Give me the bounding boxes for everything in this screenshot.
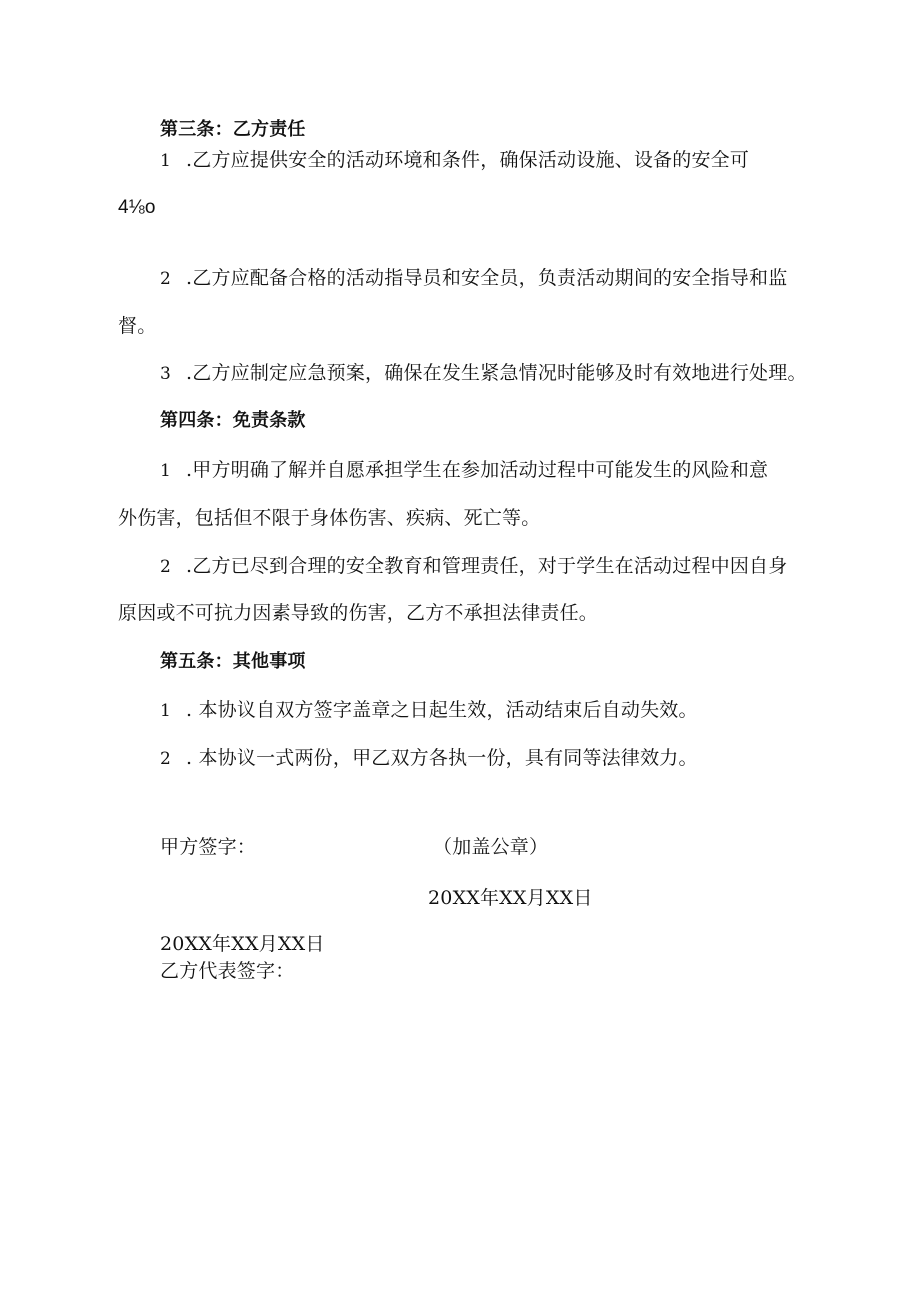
- section-5-item-2: [160, 746, 698, 771]
- item-number: 3: [160, 364, 172, 384]
- section-5-item-1: [160, 698, 698, 723]
- section-5-heading: 第五条：其他事项: [160, 651, 306, 672]
- item-number: 2: [160, 749, 172, 769]
- seal-label: （加盖公章）: [433, 836, 549, 858]
- section-3-item-2: [160, 266, 787, 291]
- item-text: .乙方应配备合格的活动指导员和安全员，负责活动期间的安全指导和监: [186, 267, 788, 289]
- section-3-item-3: [160, 361, 807, 386]
- item-text: .乙方应制定应急预案，确保在发生紧急情况时能够及时有效地进行处理。: [186, 362, 807, 384]
- item-text: .乙方已尽到合理的安全教育和管理责任，对于学生在活动过程中因自身: [186, 555, 788, 577]
- section-3-item-2-continuation: 督。: [118, 315, 157, 337]
- item-number: 2: [160, 557, 172, 577]
- item-text: .乙方应提供安全的活动环境和条件，确保活动设施、设备的安全可: [186, 149, 750, 171]
- party-a-date: 20XX年XX月XX日: [160, 933, 325, 955]
- item-number: 2: [160, 269, 172, 289]
- section-4-item-1: [160, 458, 768, 483]
- section-3-item-1: [160, 148, 749, 173]
- section-4-item-2: [160, 554, 787, 579]
- section-4-item-2-continuation: 原因或不可抗力因素导致的伤害，乙方不承担法律责任。: [118, 602, 599, 624]
- item-number: 1: [160, 701, 172, 721]
- section-3-heading: 第三条：乙方责任: [160, 119, 306, 140]
- item-text: .甲方明确了解并自愿承担学生在参加活动过程中可能发生的风险和意: [186, 459, 769, 481]
- section-4-item-1-continuation: 外伤害，包括但不限于身体伤害、疾病、死亡等。: [118, 507, 541, 529]
- item-text: . 本协议自双方签字盖章之日起生效，活动结束后自动失效。: [186, 699, 698, 721]
- party-b-signature-label: 乙方代表签字：: [160, 960, 295, 982]
- item-number: 1: [160, 461, 172, 481]
- seal-date: 20XX年XX月XX日: [428, 887, 593, 909]
- section-3-item-1-continuation: 4⅛o: [118, 197, 156, 218]
- section-4-heading: 第四条：免责条款: [160, 410, 306, 431]
- item-text: . 本协议一式两份，甲乙双方各执一份，具有同等法律效力。: [186, 747, 698, 769]
- party-a-signature-label: 甲方签字：: [160, 836, 257, 858]
- item-number: 1: [160, 151, 172, 171]
